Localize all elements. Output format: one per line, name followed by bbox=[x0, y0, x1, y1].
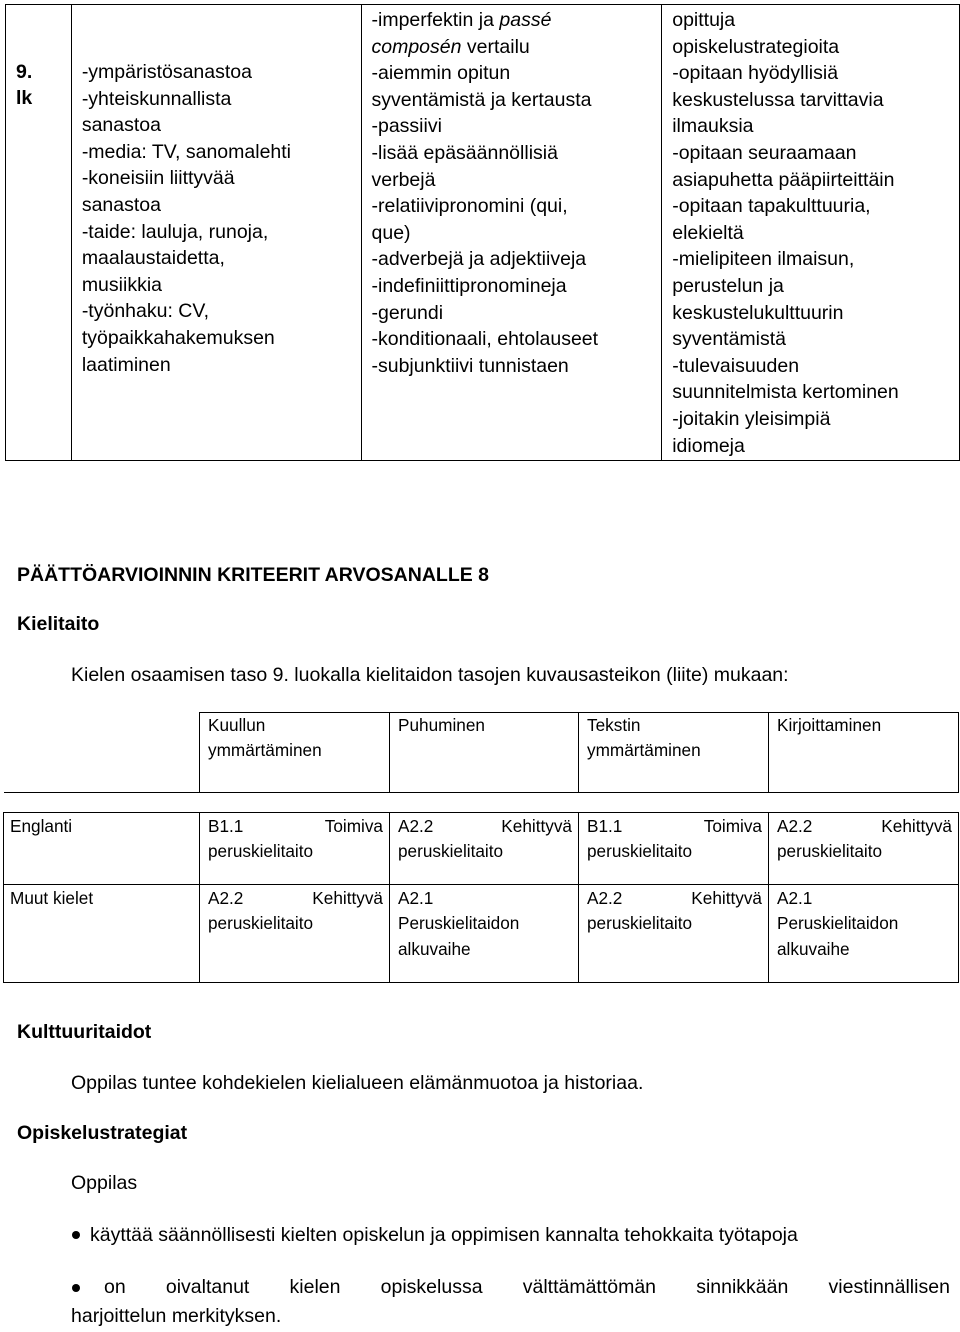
grammar-line: -adverbejä ja adjektiiveja bbox=[371, 248, 587, 271]
strategies-line: opittuja bbox=[672, 9, 736, 31]
level-cell: A2.2 Kehittyvä peruskielitaito bbox=[390, 813, 579, 885]
vocabulary-line: sanastoa bbox=[81, 193, 161, 216]
kielitaito-heading: Kielitaito bbox=[17, 613, 100, 635]
curriculum-table bbox=[5, 4, 960, 461]
strategies-line: -opitaan hyödyllisiä bbox=[672, 62, 839, 85]
vocabulary-line: -työnhaku: CV, bbox=[81, 300, 210, 323]
oppilas-lead: Oppilas bbox=[71, 1172, 138, 1194]
strategies-cell bbox=[662, 5, 960, 461]
bullet-icon bbox=[72, 1231, 80, 1239]
level-cell: B1.1 Toimiva peruskielitaito bbox=[200, 813, 390, 885]
grammar-line: -lisää epäsäännöllisiä bbox=[371, 141, 558, 164]
spacer-cell bbox=[4, 793, 200, 813]
kulttuuritaidot-heading: Kulttuuritaidot bbox=[17, 1021, 152, 1043]
bullet-icon bbox=[72, 1284, 80, 1292]
spacer-cell bbox=[390, 793, 579, 813]
vocabulary-cell bbox=[71, 5, 361, 461]
vocabulary-line: -yhteiskunnallista bbox=[81, 87, 232, 110]
spacer-cell bbox=[579, 793, 769, 813]
grammar-line: -konditionaali, ehtolauseet bbox=[371, 328, 599, 351]
vocabulary-line: -taide: lauluja, runoja, bbox=[81, 220, 269, 243]
strategies-line: -tulevaisuuden bbox=[672, 354, 800, 377]
header-speaking: Puhuminen bbox=[390, 713, 579, 793]
language-level-table bbox=[3, 712, 959, 983]
opiskelustrategiat-heading: Opiskelustrategiat bbox=[17, 1122, 188, 1144]
grammar-line: verbejä bbox=[371, 168, 436, 191]
vocabulary-line: työpaikkahakemuksen bbox=[81, 326, 275, 349]
strategy-bullet-1: käyttää säännöllisesti kielten opiskelun ja oppimisen kannalta tehokkaita työtapoja bbox=[90, 1224, 798, 1246]
strategy-bullet-2: on oivaltanut kielen opiskelussa välttämättömän sinnikkään viestinnällisen bbox=[104, 1276, 950, 1298]
grammar-line: composén vertailu bbox=[371, 35, 530, 58]
vocabulary-line: -koneisiin liittyvää bbox=[81, 167, 235, 190]
row-label-english: Englanti bbox=[4, 813, 200, 885]
grammar-cell bbox=[361, 5, 662, 461]
grammar-line: -imperfektin ja passé bbox=[371, 9, 552, 31]
level-cell: A2.2 Kehittyvä peruskielitaito bbox=[769, 813, 959, 885]
grade-suffix: lk bbox=[16, 87, 33, 109]
grammar-line: syventämistä ja kertausta bbox=[371, 88, 592, 111]
strategies-line: asiapuhetta pääpiirteittäin bbox=[672, 168, 895, 191]
vocabulary-line: musiikkia bbox=[81, 273, 162, 296]
grammar-line: -aiemmin opitun bbox=[371, 62, 511, 85]
grammar-line: -subjunktiivi tunnistaen bbox=[371, 354, 569, 377]
header-writing: Kirjoittaminen bbox=[769, 713, 959, 793]
grade-number: 9. bbox=[16, 61, 33, 83]
level-cell: A2.1 Peruskielitaidon alkuvaihe bbox=[390, 885, 579, 983]
grammar-line: -indefiniittipronomineja bbox=[371, 274, 567, 297]
vocabulary-line: sanastoa bbox=[81, 114, 161, 137]
strategies-line: keskustelukulttuurin bbox=[672, 301, 844, 324]
grammar-line: -passiivi bbox=[371, 115, 442, 138]
strategies-line: keskustelussa tarvittavia bbox=[672, 88, 884, 111]
strategy-bullet-2-continuation: harjoittelun merkityksen. bbox=[71, 1305, 282, 1327]
corner-cell bbox=[4, 713, 200, 793]
grammar-line: -gerundi bbox=[371, 301, 444, 324]
strategies-line: ilmauksia bbox=[672, 115, 754, 138]
strategies-line: idiomeja bbox=[672, 434, 745, 457]
spacer-cell bbox=[769, 793, 959, 813]
spacer-cell bbox=[200, 793, 390, 813]
strategies-line: perustelun ja bbox=[672, 274, 784, 297]
strategies-line: -opitaan seuraamaan bbox=[672, 141, 857, 164]
vocabulary-line: -media: TV, sanomalehti bbox=[81, 140, 292, 163]
header-listening: Kuullun ymmärtäminen bbox=[200, 713, 390, 793]
criteria-heading: PÄÄTTÖARVIOINNIN KRITEERIT ARVOSANALLE 8 bbox=[17, 564, 490, 586]
vocabulary-line: maalaustaidetta, bbox=[81, 247, 225, 270]
level-cell: A2.1 Peruskielitaidon alkuvaihe bbox=[769, 885, 959, 983]
grade-cell bbox=[6, 5, 72, 461]
vocabulary-line: laatiminen bbox=[81, 353, 171, 376]
grammar-line: -relatiivipronomini (qui, bbox=[371, 195, 568, 218]
kulttuuritaidot-text: Oppilas tuntee kohdekielen kielialueen elämänmuotoa ja historiaa. bbox=[71, 1072, 644, 1094]
strategies-line: -joitakin yleisimpiä bbox=[672, 407, 831, 430]
strategies-line: -mielipiteen ilmaisun, bbox=[672, 248, 855, 271]
strategies-line: opiskelustrategioita bbox=[672, 35, 840, 58]
strategies-line: syventämistä bbox=[672, 328, 787, 351]
level-cell: A2.2 Kehittyvä peruskielitaito bbox=[200, 885, 390, 983]
kielitaito-intro: Kielen osaamisen taso 9. luokalla kielitaidon tasojen kuvausasteikon (liite) mukaan: bbox=[71, 664, 789, 686]
level-cell: A2.2 Kehittyvä peruskielitaito bbox=[579, 885, 769, 983]
row-label-other-languages: Muut kielet bbox=[4, 885, 200, 983]
strategies-line: -opitaan tapakulttuuria, bbox=[672, 195, 871, 218]
strategies-line: suunnitelmista kertominen bbox=[672, 381, 899, 404]
grammar-line: que) bbox=[371, 221, 411, 244]
strategies-line: elekieltä bbox=[672, 221, 744, 244]
vocabulary-line: -ympäristösanastoa bbox=[81, 61, 252, 83]
header-reading: Tekstin ymmärtäminen bbox=[579, 713, 769, 793]
level-cell: B1.1 Toimiva peruskielitaito bbox=[579, 813, 769, 885]
